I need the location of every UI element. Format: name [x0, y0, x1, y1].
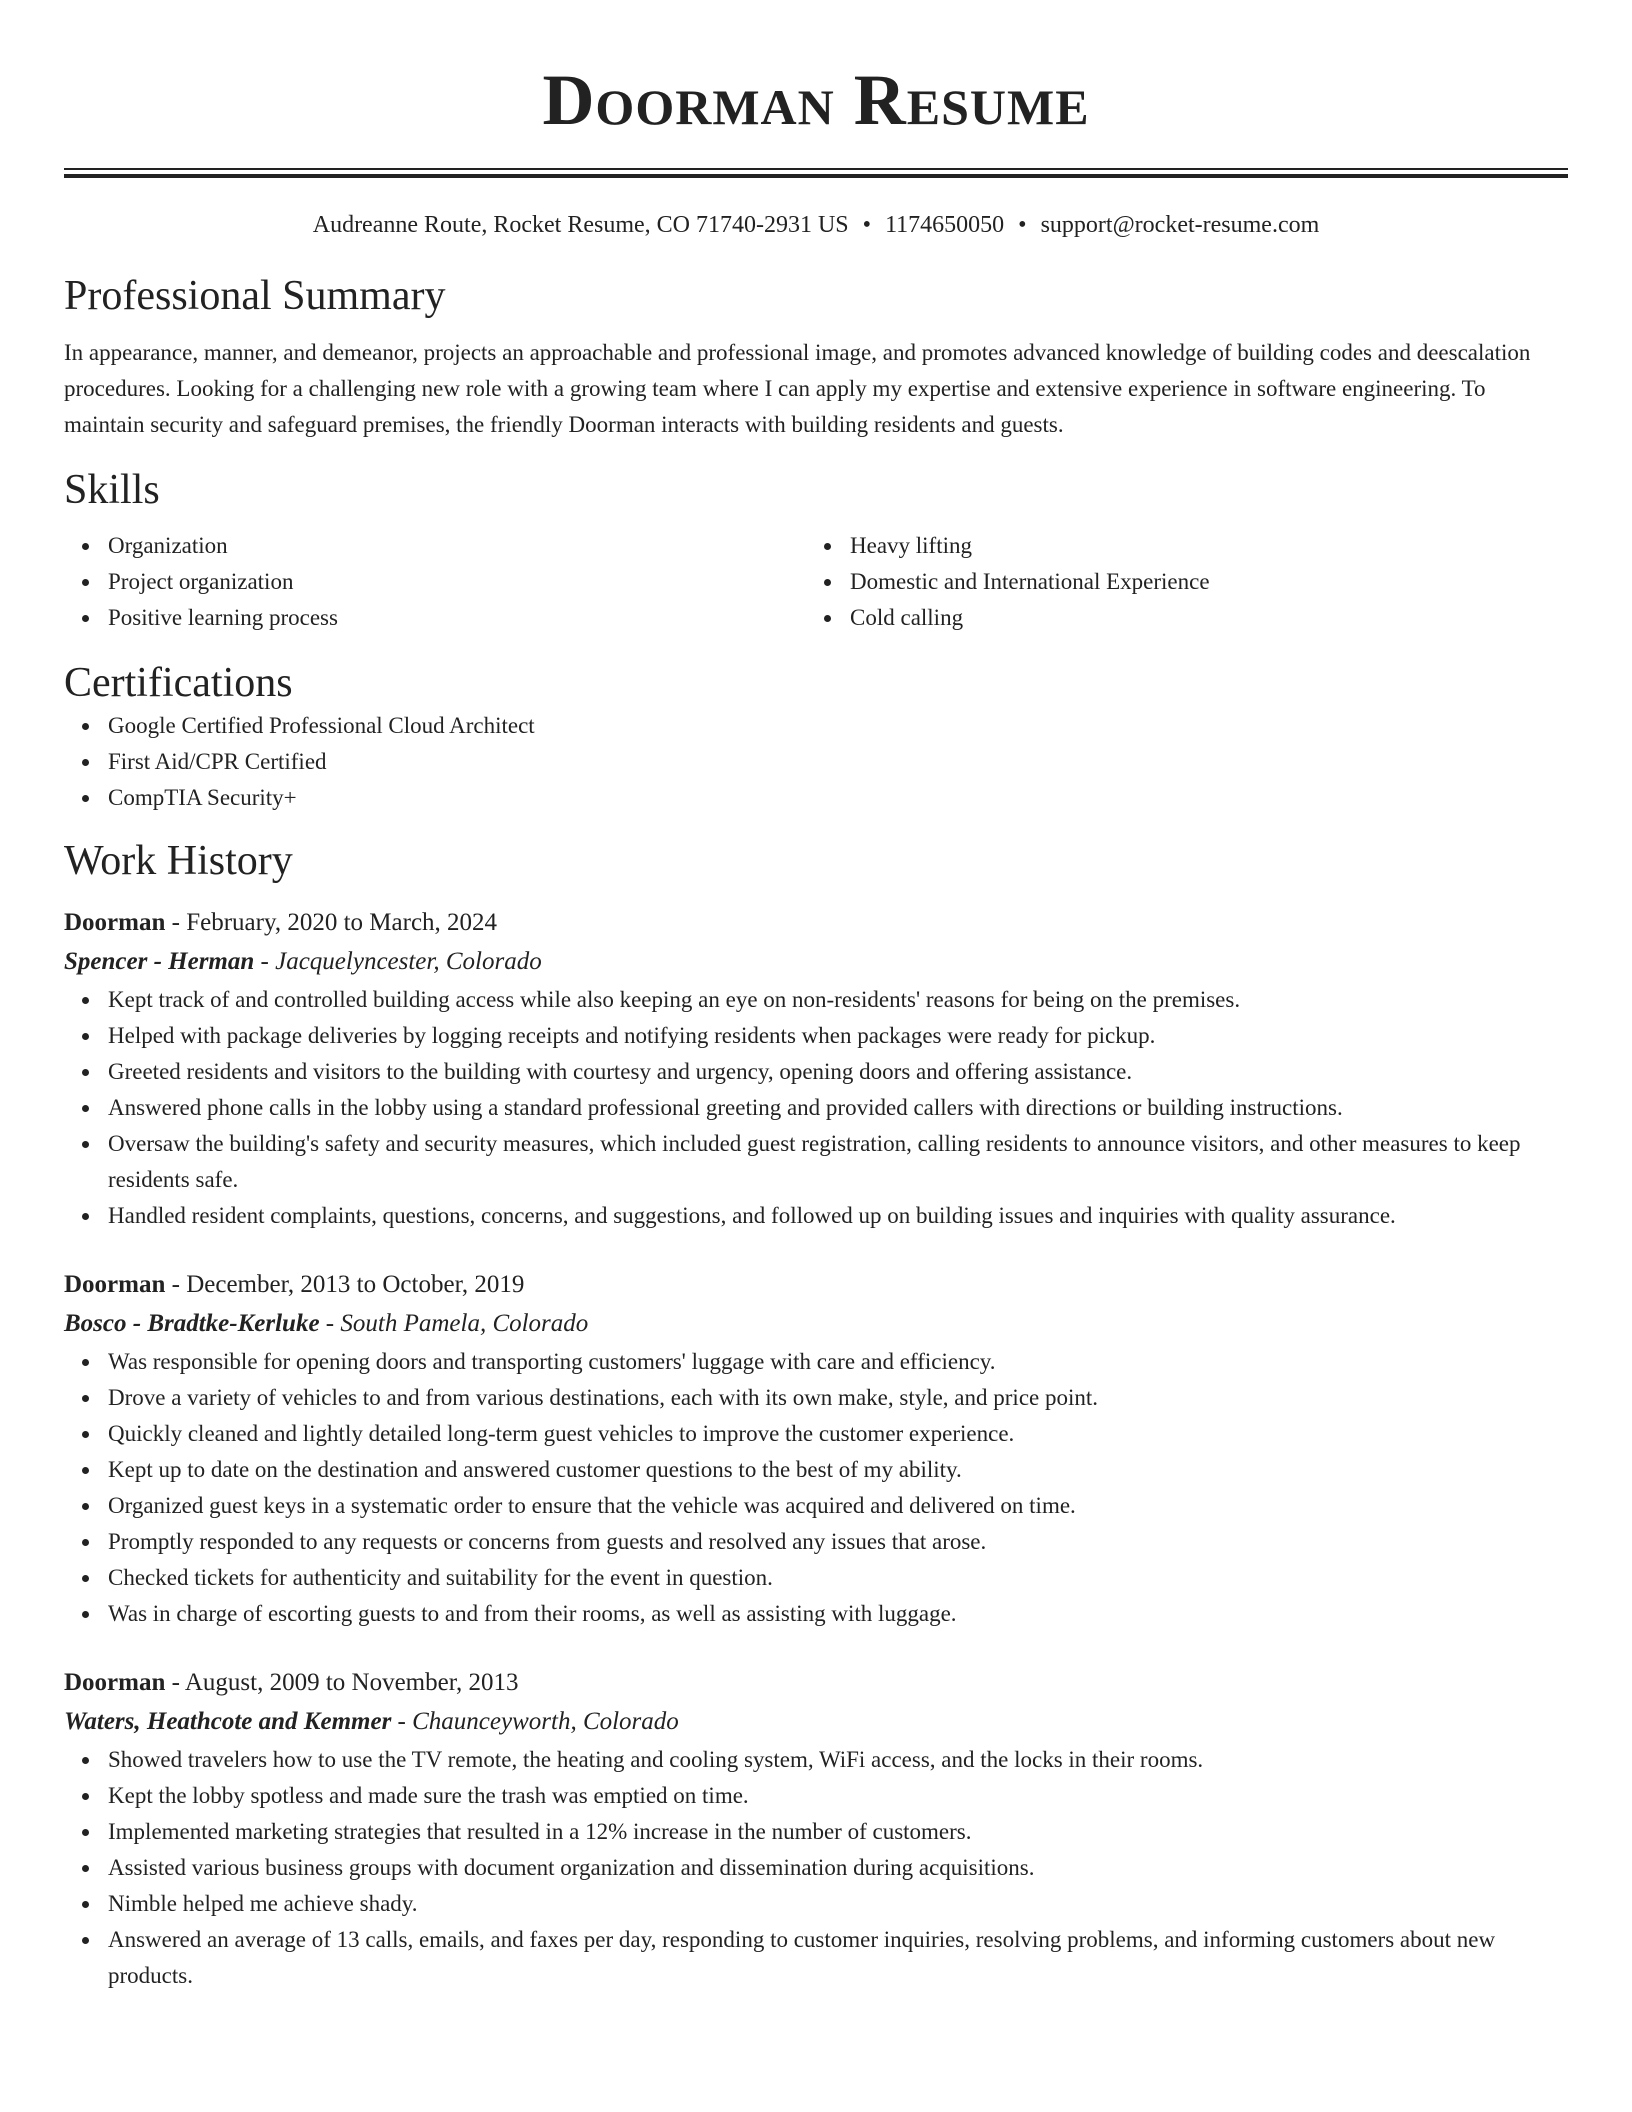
contact-email: support@rocket-resume.com [1040, 212, 1320, 238]
job-duty: Answered an average of 13 calls, emails, and faxes per day, responding to customer inquiries, resolving problems, and informing customers about new products. [64, 1922, 1568, 1994]
job-duty: Kept up to date on the destination and answered customer questions to the best of my ability. [64, 1452, 1568, 1488]
bullet-dot [82, 1069, 89, 1076]
work-history-heading: Work History [64, 838, 293, 884]
bullet-dot [82, 1937, 89, 1944]
skill-item: Project organization [64, 564, 806, 600]
job-entry [64, 904, 1568, 1234]
contact-line [64, 210, 1568, 240]
job-header: Doorman - August, 2009 to November, 2013 [64, 1669, 519, 1696]
bullet-dot [824, 579, 831, 586]
job-duty: Oversaw the building's safety and security measures, which included guest registration, calling residents to announce visitors, and other measures to keep residents safe. [64, 1126, 1568, 1198]
bullet-dot [82, 1865, 89, 1872]
bullet-dot [82, 1141, 89, 1148]
job-header: Doorman - February, 2020 to March, 2024 [64, 909, 498, 936]
skills-heading: Skills [64, 467, 160, 513]
certification-item: Google Certified Professional Cloud Architect [64, 708, 1568, 744]
bullet-dot [82, 1901, 89, 1908]
job-title: Doorman [64, 909, 166, 936]
job-duty: Quickly cleaned and lightly detailed long-term guest vehicles to improve the customer experience. [64, 1416, 1568, 1452]
bullet-dot [82, 795, 89, 802]
job-duty: Handled resident complaints, questions, concerns, and suggestions, and followed up on building issues and inquiries with quality assurance. [64, 1198, 1568, 1234]
job-employer: Bosco - Bradtke-Kerluke - South Pamela, Colorado [64, 1310, 589, 1337]
job-employer: Spencer - Herman - Jacquelyncester, Colorado [64, 948, 542, 975]
contact-separator: • [862, 212, 872, 238]
job-employer: Waters, Heathcote and Kemmer - Chaunceyworth, Colorado [64, 1708, 679, 1735]
resume-title: Doorman Resume [542, 60, 1090, 140]
resume-page [64, 0, 1568, 1994]
job-duty: Showed travelers how to use the TV remote, the heating and cooling system, WiFi access, and the locks in their rooms. [64, 1742, 1568, 1778]
bullet-dot [82, 1793, 89, 1800]
skills-list-left [64, 528, 806, 636]
job-location: South Pamela, Colorado [340, 1310, 589, 1337]
skill-item: Positive learning process [64, 600, 806, 636]
bullet-dot [82, 1105, 89, 1112]
contact-phone: 1174650050 [885, 212, 1005, 238]
summary-heading: Professional Summary [64, 273, 446, 319]
job-duty: Promptly responded to any requests or concerns from guests and resolved any issues that arose. [64, 1524, 1568, 1560]
bullet-dot [82, 1395, 89, 1402]
job-dates: August, 2009 to November, 2013 [184, 1669, 519, 1696]
job-dates: December, 2013 to October, 2019 [186, 1271, 525, 1298]
certifications-section [64, 658, 1568, 816]
skill-item: Cold calling [806, 600, 1548, 636]
summary-section [64, 271, 1568, 443]
skill-item: Organization [64, 528, 806, 564]
bullet-dot [82, 1467, 89, 1474]
bullet-dot [82, 615, 89, 622]
job-duty: Checked tickets for authenticity and suitability for the event in question. [64, 1560, 1568, 1596]
job-duty: Assisted various business groups with document organization and dissemination during acquisitions. [64, 1850, 1568, 1886]
job-duty: Implemented marketing strategies that resulted in a 12% increase in the number of customers. [64, 1814, 1568, 1850]
work-history-section [64, 836, 1568, 1994]
job-duty: Answered phone calls in the lobby using a standard professional greeting and provided callers with directions or building instructions. [64, 1090, 1568, 1126]
bullet-dot [82, 1757, 89, 1764]
bullet-dot [82, 723, 89, 730]
certifications-heading: Certifications [64, 660, 293, 706]
skill-item: Domestic and International Experience [806, 564, 1548, 600]
job-dates: February, 2020 to March, 2024 [186, 909, 498, 936]
title-divider [64, 168, 1568, 178]
job-duty: Kept the lobby spotless and made sure the trash was emptied on time. [64, 1778, 1568, 1814]
job-duties-list [64, 1742, 1568, 1994]
bullet-dot [82, 1611, 89, 1618]
job-location: Chaunceyworth, Colorado [412, 1708, 679, 1735]
job-location: Jacquelyncester, Colorado [275, 948, 542, 975]
skills-section [64, 465, 1568, 636]
job-duty: Kept track of and controlled building access while also keeping an eye on non-residents' reasons for being on the premises. [64, 982, 1568, 1018]
bullet-dot [82, 543, 89, 550]
bullet-dot [82, 997, 89, 1004]
bullet-dot [82, 1575, 89, 1582]
job-duty: Nimble helped me achieve shady. [64, 1886, 1568, 1922]
bullet-dot [82, 1539, 89, 1546]
job-header: Doorman - December, 2013 to October, 2019 [64, 1271, 525, 1298]
contact-separator: • [1018, 212, 1027, 238]
bullet-dot [824, 543, 831, 550]
skills-grid [64, 528, 1568, 636]
contact-address: Audreanne Route, Rocket Resume, CO 71740-2931 US [312, 212, 849, 238]
job-duties-list [64, 1344, 1568, 1632]
bullet-dot [82, 1359, 89, 1366]
bullet-dot [824, 615, 831, 622]
bullet-dot [82, 1503, 89, 1510]
job-duty: Greeted residents and visitors to the building with courtesy and urgency, opening doors and offering assistance. [64, 1054, 1568, 1090]
job-duties-list [64, 982, 1568, 1234]
bullet-dot [82, 1431, 89, 1438]
bullet-dot [82, 759, 89, 766]
job-company: Spencer - Herman [64, 948, 255, 975]
job-entry [64, 1266, 1568, 1632]
job-entry [64, 1664, 1568, 1994]
certifications-list [64, 708, 1568, 816]
job-company: Bosco - Bradtke-Kerluke [64, 1310, 320, 1337]
certification-item: CompTIA Security+ [64, 780, 1568, 816]
bullet-dot [82, 1033, 89, 1040]
bullet-dot [82, 579, 89, 586]
job-duty: Organized guest keys in a systematic order to ensure that the vehicle was acquired and delivered on time. [64, 1488, 1568, 1524]
skill-item: Heavy lifting [806, 528, 1548, 564]
certification-item: First Aid/CPR Certified [64, 744, 1568, 780]
skills-list-right [806, 528, 1548, 636]
job-duty: Drove a variety of vehicles to and from various destinations, each with its own make, style, and price point. [64, 1380, 1568, 1416]
job-title: Doorman [64, 1669, 166, 1696]
job-duty: Was in charge of escorting guests to and from their rooms, as well as assisting with luggage. [64, 1596, 1568, 1632]
summary-text: In appearance, manner, and demeanor, projects an approachable and professional image, and promotes advanced knowledge of building codes and deescalation procedures. Looking for a challenging new role with a growing team where I can apply my expertise and extensive experience in software engineering. To maintain security and safeguard premises, the friendly Doorman interacts with building residents and guests. [64, 340, 1531, 437]
bullet-dot [82, 1829, 89, 1836]
job-company: Waters, Heathcote and Kemmer [64, 1708, 392, 1735]
bullet-dot [82, 1213, 89, 1220]
job-title: Doorman [64, 1271, 166, 1298]
job-duty: Helped with package deliveries by logging receipts and notifying residents when packages were ready for pickup. [64, 1018, 1568, 1054]
job-duty: Was responsible for opening doors and transporting customers' luggage with care and efficiency. [64, 1344, 1568, 1380]
